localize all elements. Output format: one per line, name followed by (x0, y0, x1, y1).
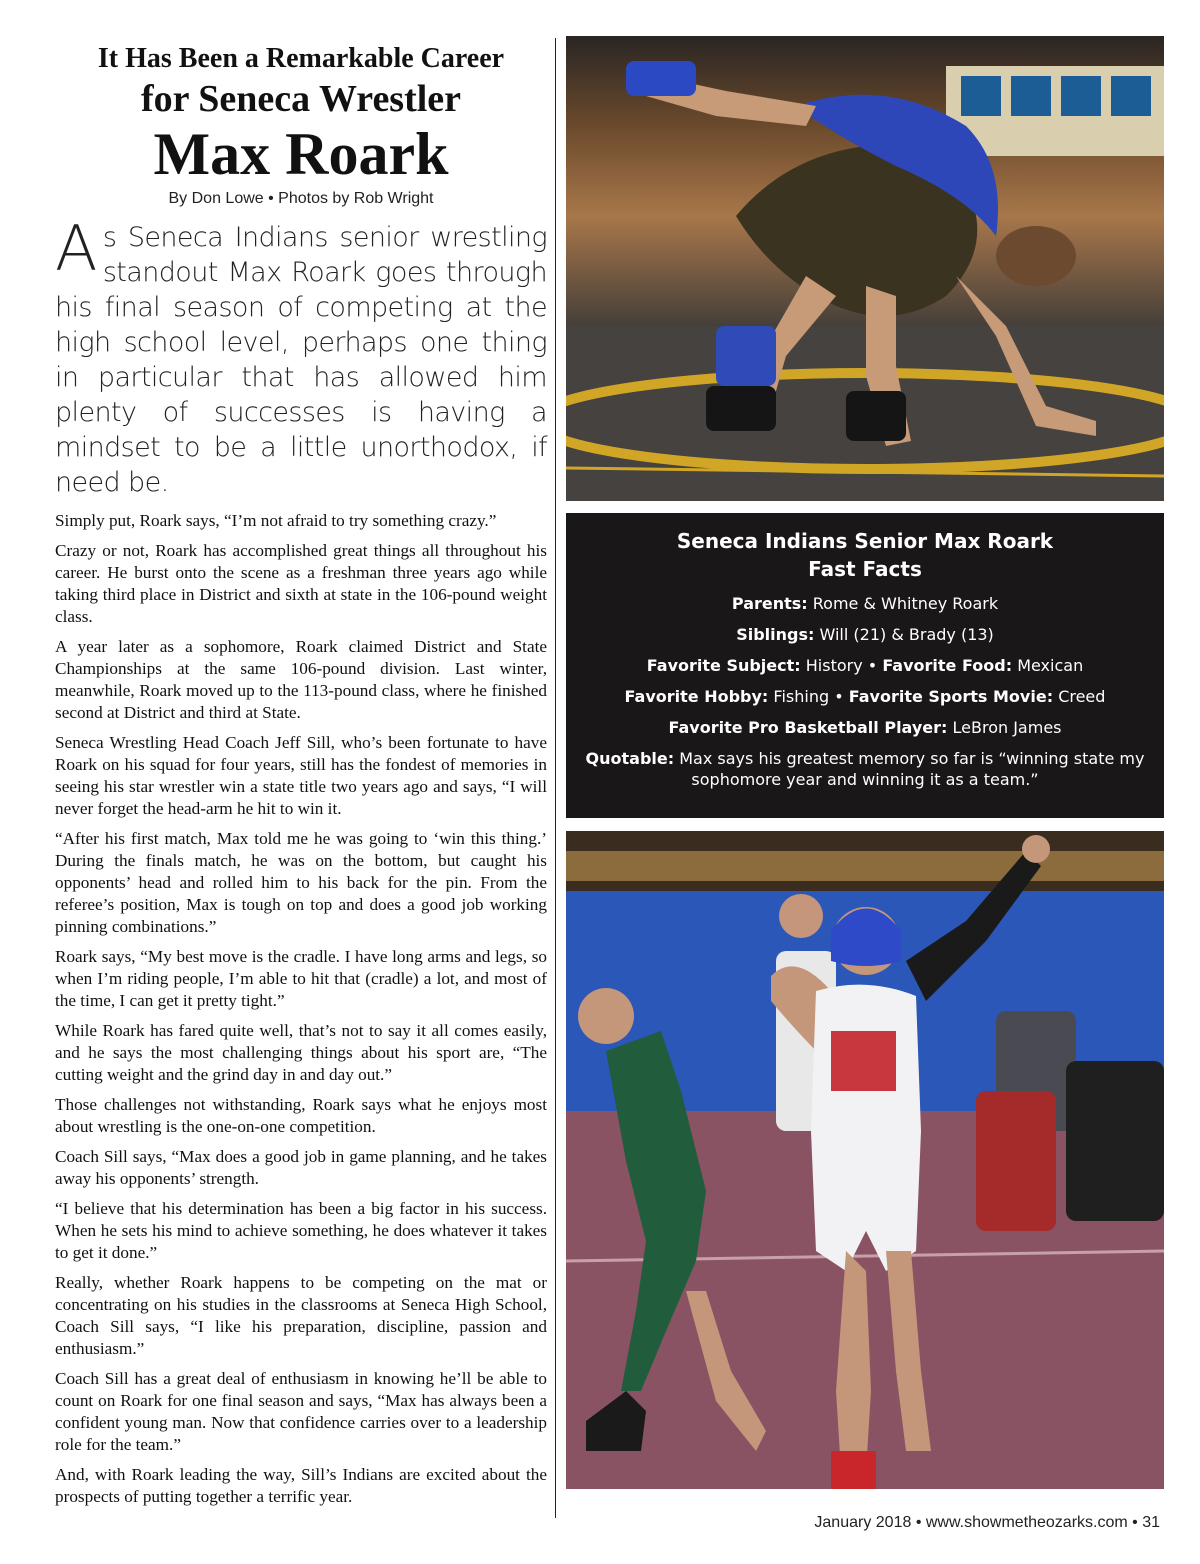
lead-paragraph (55, 212, 547, 500)
body-paragraph: A year later as a sophomore, Roark claimed District and State Championships at the same 106-pound division. Last winter, meanwhile, Roark moved up to the 113-pound class, where he finished second at District and third at State. (55, 637, 547, 722)
headline-line-1: It Has Been a Remarkable Career (97, 43, 505, 74)
fact-hobby-label: Favorite Hobby: (624, 687, 769, 706)
article-column (55, 40, 547, 1516)
fact-food-label: Favorite Food: (882, 656, 1013, 675)
fast-facts-title (566, 527, 1164, 583)
fact-movie-value: Creed (1058, 687, 1106, 706)
body-paragraph: Coach Sill has a great deal of enthusiasm in knowing he’ll be able to count on Roark for one final season and says, “Max has always been a confident young man. Now that confidence carries over to a leadership role for the team.” (55, 1369, 547, 1454)
body-paragraph: And, with Roark leading the way, Sill’s Indians are excited about the prospects of putting together a terrific year. (55, 1465, 547, 1506)
fact-hobby-movie (566, 686, 1164, 707)
fact-player-label: Favorite Pro Basketball Player: (668, 718, 948, 737)
body-paragraph: “After his first match, Max told me he was going to ‘win this thing.’ During the finals match, he was on the bottom, but caught his opponents’ head and rolled him to his back for the pin. From the referee’s position, Max is tough on top and does a good job working pinning combinations.” (55, 829, 547, 936)
fact-player-value: LeBron James (952, 718, 1062, 737)
body-paragraph: Roark says, “My best move is the cradle. I have long arms and legs, so when I’m riding people, I’m able to hit that (cradle) a lot, and most of the time, I can get it pretty tight.” (55, 947, 547, 1010)
fact-siblings-value: Will (21) & Brady (13) (819, 625, 994, 644)
fact-siblings (566, 624, 1164, 645)
body-paragraph: Crazy or not, Roark has accomplished great things all throughout his career. He burst onto the scene as a freshman three years ago while taking third place in District and sixth at state in the 106-pound weight class. (55, 541, 547, 626)
wrestling-match-image (566, 36, 1164, 501)
wrestling-match-photo (566, 36, 1164, 501)
fact-quotable-value: Max says his greatest memory so far is “winning state my sophomore year and winning it as a team.” (679, 749, 1145, 789)
fact-quotable-label: Quotable: (585, 749, 675, 768)
fact-subject-food (566, 655, 1164, 676)
fact-player (566, 717, 1164, 738)
fast-facts-title-line1: Seneca Indians Senior Max Roark (676, 529, 1054, 553)
fact-movie-label: Favorite Sports Movie: (848, 687, 1054, 706)
fact-parents (566, 593, 1164, 614)
body-paragraph: Coach Sill says, “Max does a good job in game planning, and he takes away his opponents’ strength. (55, 1147, 547, 1188)
victory-celebration-photo (566, 831, 1164, 1489)
fact-parents-value: Rome & Whitney Roark (812, 594, 999, 613)
body-paragraph: While Roark has fared quite well, that’s not to say it all comes easily, and he says the most challenging things about his sport are, “The cutting weight and the grind day in and day out.” (55, 1021, 547, 1084)
fast-facts-title-line2: Fast Facts (808, 557, 922, 581)
victory-celebration-image (566, 831, 1164, 1489)
fact-hobby-value: Fishing • (773, 687, 844, 706)
headline-name: Max Roark (153, 121, 449, 187)
body-paragraph: Simply put, Roark says, “I’m not afraid to try something crazy.” (55, 511, 497, 530)
fact-food-value: Mexican (1017, 656, 1084, 675)
lead-text: s Seneca Indians senior wrestling standout Max Roark goes through his final season of competing at the high school level, perhaps one thing in particular that has allowed him plenty of successes is having a mindset to be a little unorthodox, if need be. (55, 222, 547, 498)
fact-subject-value: History • (805, 656, 878, 675)
byline: By Don Lowe • Photos by Rob Wright (168, 190, 434, 207)
body-paragraph: Those challenges not withstanding, Roark says what he enjoys most about wrestling is the one-on-one competition. (55, 1095, 547, 1136)
headline-line-2: for Seneca Wrestler (140, 78, 462, 120)
fast-facts-box (566, 513, 1164, 818)
column-divider (555, 38, 556, 1518)
page-footer: January 2018 • www.showmetheozarks.com • 31 (814, 1514, 1160, 1531)
body-paragraph: “I believe that his determination has been a big factor in his success. When he sets his mind to achieve something, he does whatever it takes to get it done.” (55, 1199, 547, 1262)
drop-cap: A (55, 212, 97, 285)
fact-subject-label: Favorite Subject: (646, 656, 801, 675)
fact-siblings-label: Siblings: (736, 625, 815, 644)
fact-parents-label: Parents: (731, 594, 808, 613)
fact-quotable (566, 748, 1164, 790)
body-paragraph: Seneca Wrestling Head Coach Jeff Sill, who’s been fortunate to have Roark on his squad for four years, still has the fondest of memories in seeing his star wrestler win a state title two years ago and says, “I will never forget the head-arm he hit to win it. (55, 733, 547, 818)
body-paragraph: Really, whether Roark happens to be competing on the mat or concentrating on his studies in the classrooms at Seneca High School, Coach Sill says, “I like his preparation, discipline, passion and enthusiasm.” (55, 1273, 547, 1358)
